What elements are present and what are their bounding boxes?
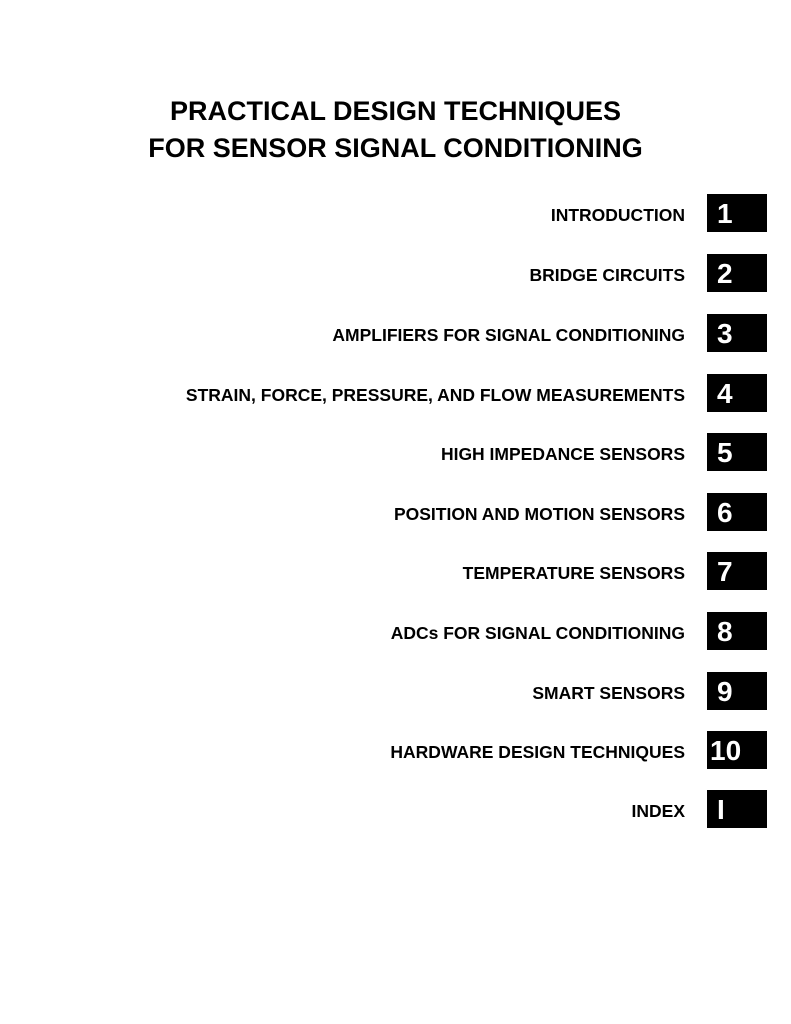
- section-tab[interactable]: 7: [707, 552, 767, 590]
- page-title-line-2: FOR SENSOR SIGNAL CONDITIONING: [148, 133, 643, 163]
- section-tab[interactable]: 5: [707, 433, 767, 471]
- toc-entry-position-motion-sensors[interactable]: [0, 493, 791, 531]
- toc-entry-label: BRIDGE CIRCUITS: [529, 265, 685, 285]
- section-tab[interactable]: 2: [707, 254, 767, 292]
- toc-entry-label: STRAIN, FORCE, PRESSURE, AND FLOW MEASUREMENTS: [185, 385, 685, 405]
- toc-entry-label: ADCs FOR SIGNAL CONDITIONING: [390, 623, 685, 643]
- toc-entry-hardware-design[interactable]: [0, 731, 791, 769]
- toc-entry-label: INTRODUCTION: [550, 205, 685, 225]
- toc-entry-temperature-sensors[interactable]: [0, 552, 791, 590]
- toc-entry-label: TEMPERATURE SENSORS: [462, 563, 685, 583]
- toc-entry-adcs[interactable]: [0, 612, 791, 650]
- toc-entry-label: HARDWARE DESIGN TECHNIQUES: [390, 742, 685, 762]
- toc-entry-label: INDEX: [631, 801, 685, 821]
- toc-entry-label: SMART SENSORS: [532, 683, 685, 703]
- toc-entry-label: POSITION AND MOTION SENSORS: [393, 504, 685, 524]
- section-tab[interactable]: 6: [707, 493, 767, 531]
- section-tab[interactable]: 8: [707, 612, 767, 650]
- toc-entry-high-impedance-sensors[interactable]: [0, 433, 791, 471]
- toc-entry-smart-sensors[interactable]: [0, 672, 791, 710]
- section-tab[interactable]: 1: [707, 194, 767, 232]
- toc-entry-introduction[interactable]: [0, 194, 791, 232]
- page-title-line-1: PRACTICAL DESIGN TECHNIQUES: [169, 96, 622, 126]
- section-tab[interactable]: I: [707, 790, 767, 828]
- toc-entry-label: HIGH IMPEDANCE SENSORS: [440, 444, 685, 464]
- toc-entry-amplifiers[interactable]: [0, 314, 791, 352]
- toc-entry-bridge-circuits[interactable]: [0, 254, 791, 292]
- section-tab[interactable]: 4: [707, 374, 767, 412]
- toc-entry-label: AMPLIFIERS FOR SIGNAL CONDITIONING: [332, 325, 685, 345]
- toc-entry-strain-force-pressure-flow[interactable]: [0, 374, 791, 412]
- toc-entry-index[interactable]: [0, 790, 791, 828]
- section-tab[interactable]: 10: [707, 731, 767, 769]
- section-tab[interactable]: 3: [707, 314, 767, 352]
- section-tab[interactable]: 9: [707, 672, 767, 710]
